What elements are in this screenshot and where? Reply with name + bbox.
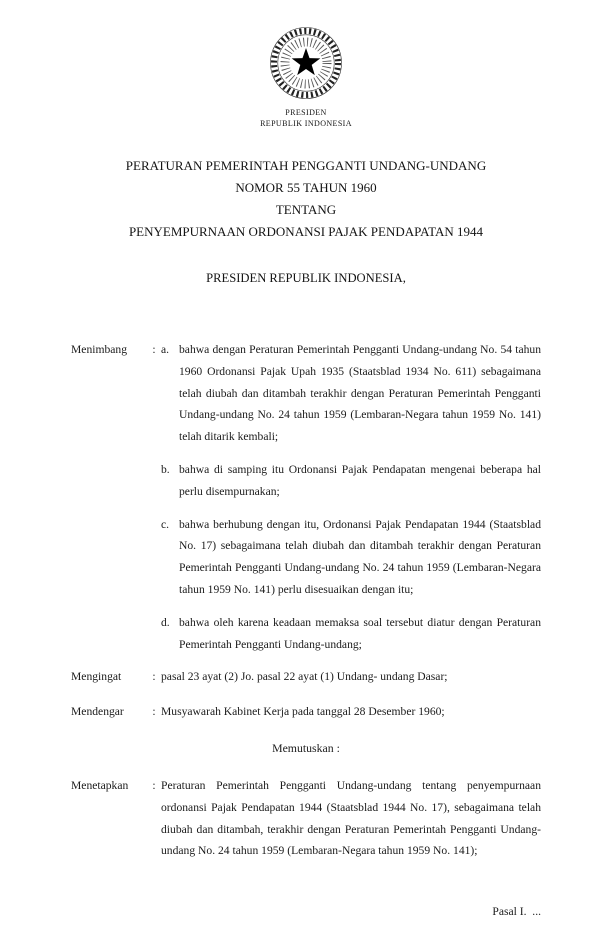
section-label: Menimbang [71, 343, 128, 356]
section-colon: : [152, 778, 156, 792]
document-header [71, 24, 541, 129]
org-name-line2: REPUBLIK INDONESIA [260, 119, 352, 128]
title-subject: PENYEMPURNAAN ORDONANSI PAJAK PENDAPATAN 1944 [128, 224, 484, 239]
salutation-line: PRESIDEN REPUBLIK INDONESIA, [206, 271, 406, 285]
menimbang-items [161, 339, 541, 665]
item-text: bahwa oleh karena keadaan memaksa soal tersebut diatur dengan Peraturan Pemerintah Pengganti Undang-undang; [179, 615, 541, 651]
section-menimbang [71, 339, 541, 665]
memutuskan-heading: Memutuskan : [272, 740, 340, 755]
item-marker: d. [161, 615, 170, 629]
section-menetapkan [71, 775, 541, 862]
section-text: pasal 23 ayat (2) Jo. pasal 22 ayat (1) Undang- undang Dasar; [161, 670, 448, 684]
item-marker: a. [161, 343, 170, 356]
page-catchword: Pasal I. ... [492, 905, 541, 918]
section-label: Mengingat [71, 670, 122, 684]
org-name-line1: PRESIDEN [285, 108, 327, 117]
title-number-year: NOMOR 55 TAHUN 1960 [235, 180, 377, 195]
item-marker: c. [161, 517, 170, 531]
section-label: Menetapkan [71, 778, 129, 792]
item-marker: b. [161, 462, 170, 476]
presidential-seal-icon [267, 24, 345, 102]
item-text: bahwa berhubung dengan itu, Ordonansi Pajak Pendapatan 1944 (Staatsblad No. 17) sebagaimana telah diubah dan ditambah terakhir dengan Peraturan Pemerintah Pengganti Undang-undang No. 24 tahun 1959 (Lembaran-Negara tahun 1959 No. 141) perlu disesuaikan dengan itu; [179, 517, 541, 596]
document-title-block [71, 155, 541, 243]
section-colon: : [152, 670, 156, 684]
list-item [161, 612, 541, 656]
list-item [161, 514, 541, 601]
section-text: Peraturan Pemerintah Pengganti Undang-undang tentang penyempurnaan ordonansi Pajak Pendapatan 1944 (Staatsblad 1944 No. 17), sebagaimana telah diubah dan ditambah, terakhir dengan Peraturan Pemerintah Pengganti Undang-undang No. 24 tahun 1959 (Lembaran-Negara tahun 1959 No. 141); [161, 778, 541, 858]
section-mengingat [71, 666, 541, 688]
section-colon: : [152, 343, 156, 356]
document-body [71, 339, 541, 862]
section-mendengar [71, 701, 541, 723]
section-label: Mendengar [71, 705, 124, 719]
item-text: bahwa dengan Peraturan Pemerintah Pengganti Undang-undang No. 54 tahun 1960 Ordonansi Pajak Upah 1935 (Staatsblad 1934 No. 611) sebagaimana telah diubah dan ditambah terakhir dengan Peraturan Pemerintah Pengganti Undang-undang No. 24 tahun 1959 (Lembaran-Negara tahun 1959 No. 141) telah ditarik kembali; [179, 343, 541, 444]
item-text: bahwa di samping itu Ordonansi Pajak Pendapatan mengenai beberapa hal perlu disempurnakan; [179, 462, 541, 498]
list-item [161, 339, 541, 448]
title-regulation-type: PERATURAN PEMERINTAH PENGGANTI UNDANG-UNDANG [125, 158, 487, 173]
section-colon: : [152, 705, 156, 719]
title-tentang: TENTANG [275, 202, 337, 217]
list-item [161, 459, 541, 503]
section-text: Musyawarah Kabinet Kerja pada tanggal 28 Desember 1960; [161, 705, 445, 719]
